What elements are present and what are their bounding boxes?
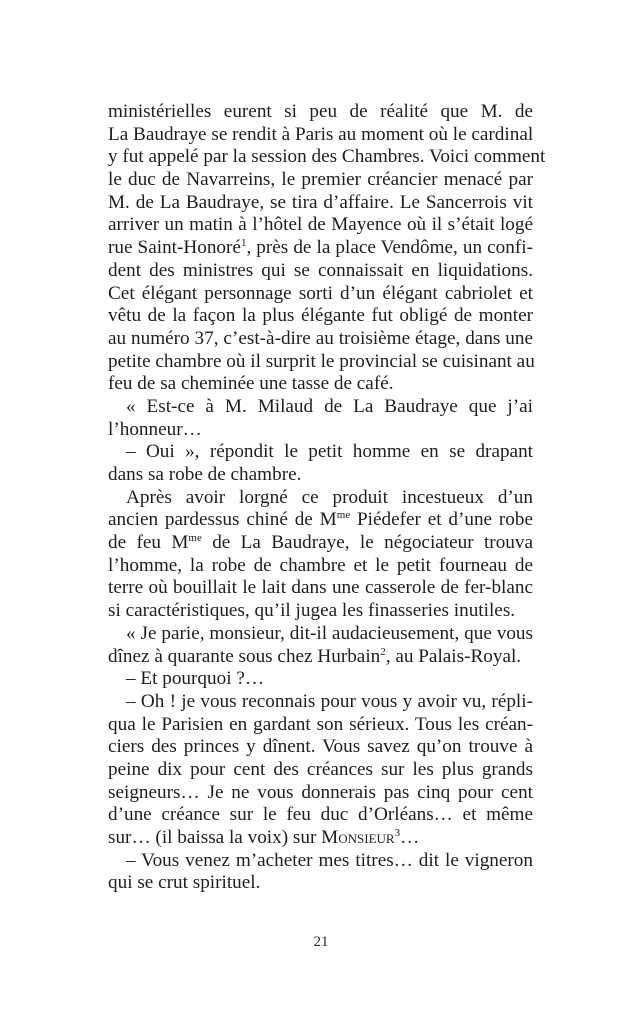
text-line: – Et pourquoi ?… bbox=[126, 668, 265, 690]
text-line: terre où bouillait le lait dans une casserole de fer-blanc bbox=[108, 577, 533, 599]
text-line: qui se crut spirituel. bbox=[108, 872, 261, 894]
text-line: y fut appelé par la session des Chambres. Voici comment bbox=[108, 146, 546, 168]
text-line: Après avoir lorgné ce produit incestueux d’un bbox=[126, 486, 533, 508]
text-line: ministérielles eurent si peu de réalité que M. de bbox=[108, 101, 533, 122]
text-line: – Oh ! je vous reconnais pour vous y avoir vu, répli- bbox=[126, 690, 533, 712]
line-segment: de La Baudraye, le négociateur trouva bbox=[201, 532, 533, 554]
text-line bbox=[108, 646, 533, 669]
text-line: seigneurs… Je ne vous donnerais pas cinq pour cent bbox=[108, 781, 533, 803]
text-line: La Baudraye se rendit à Paris au moment où le cardinal bbox=[108, 123, 534, 145]
text-line: dans sa robe de chambre. bbox=[108, 464, 302, 485]
small-caps-word: Monsieur bbox=[321, 827, 395, 848]
text-line: qua le Parisien en gardant son sérieux. Tous les créan- bbox=[108, 713, 533, 735]
text-line: dent des ministres qui se connaissait en liquidations. bbox=[108, 259, 533, 281]
text-line: d’une créance sur le feu duc d’Orléans… et même bbox=[108, 804, 533, 826]
footnote-marker: 2 bbox=[380, 645, 386, 658]
line-segment: rue Saint-Honoré bbox=[108, 237, 241, 259]
text-line bbox=[108, 509, 533, 532]
text-line: « Je parie, monsieur, dit-il audacieusement, que vous bbox=[126, 622, 533, 644]
text-line: – Oui », répondit le petit homme en se drapant bbox=[126, 441, 533, 463]
book-page-body bbox=[108, 101, 546, 895]
line-segment: , au Palais-Royal. bbox=[385, 645, 522, 667]
text-line bbox=[108, 827, 533, 850]
text-line: l’honneur… bbox=[108, 418, 202, 440]
line-segment: ancien pardessus chiné de M bbox=[108, 509, 337, 531]
footnote-marker: 1 bbox=[240, 237, 247, 250]
line-segment: , près de la place Vendôme, un confi- bbox=[246, 237, 533, 259]
page-number: 21 bbox=[313, 934, 329, 950]
text-line: – Vous venez m’acheter mes titres… dit le vigneron bbox=[126, 849, 533, 871]
text-line: arriver un matin à l’hôtel de Mayence où il s’était logé bbox=[108, 214, 533, 236]
text-line: feu de sa cheminée une tasse de café. bbox=[108, 373, 394, 395]
line-segment: de feu M bbox=[108, 532, 189, 554]
line-segment: dînez à quarante sous chez Hurbain bbox=[108, 645, 381, 667]
text-line: le duc de Navarreins, le premier créancier menacé par bbox=[108, 169, 533, 191]
superscript: me bbox=[188, 532, 202, 545]
text-line: « Est-ce à M. Milaud de La Baudraye que j’ai bbox=[126, 395, 533, 417]
superscript: me bbox=[336, 509, 351, 522]
text-line: peine dix pour cent des créances sur les plus grands bbox=[108, 758, 533, 780]
text-line: au numéro 37, c’est-à-dire au troisième étage, dans une bbox=[108, 327, 533, 349]
text-line: petite chambre où il surprit le provincial se cuisinant au bbox=[108, 350, 535, 372]
text-line: l’homme, la robe de chambre et le petit fourneau de bbox=[108, 554, 533, 576]
text-line: vêtu de la façon la plus élégante fut obligé de monter bbox=[108, 305, 533, 327]
text-line: si caractéristiques, qu’il jugea les finasseries inutiles. bbox=[108, 600, 516, 622]
text-line bbox=[108, 237, 533, 260]
line-segment: … bbox=[400, 827, 420, 848]
text-line: M. de La Baudraye, se tira d’affaire. Le Sancerrois vit bbox=[108, 191, 533, 213]
line-segment: sur… (il baissa la voix) sur bbox=[108, 827, 322, 848]
text-line bbox=[108, 532, 533, 555]
line-segment: Piédefer et d’une robe bbox=[350, 509, 533, 531]
text-line: ciers des princes y dînent. Vous savez qu’on trouve à bbox=[108, 736, 533, 758]
footnote-marker: 3 bbox=[394, 827, 401, 839]
text-line: Cet élégant personnage sorti d’un élégant cabriolet et bbox=[108, 282, 533, 304]
